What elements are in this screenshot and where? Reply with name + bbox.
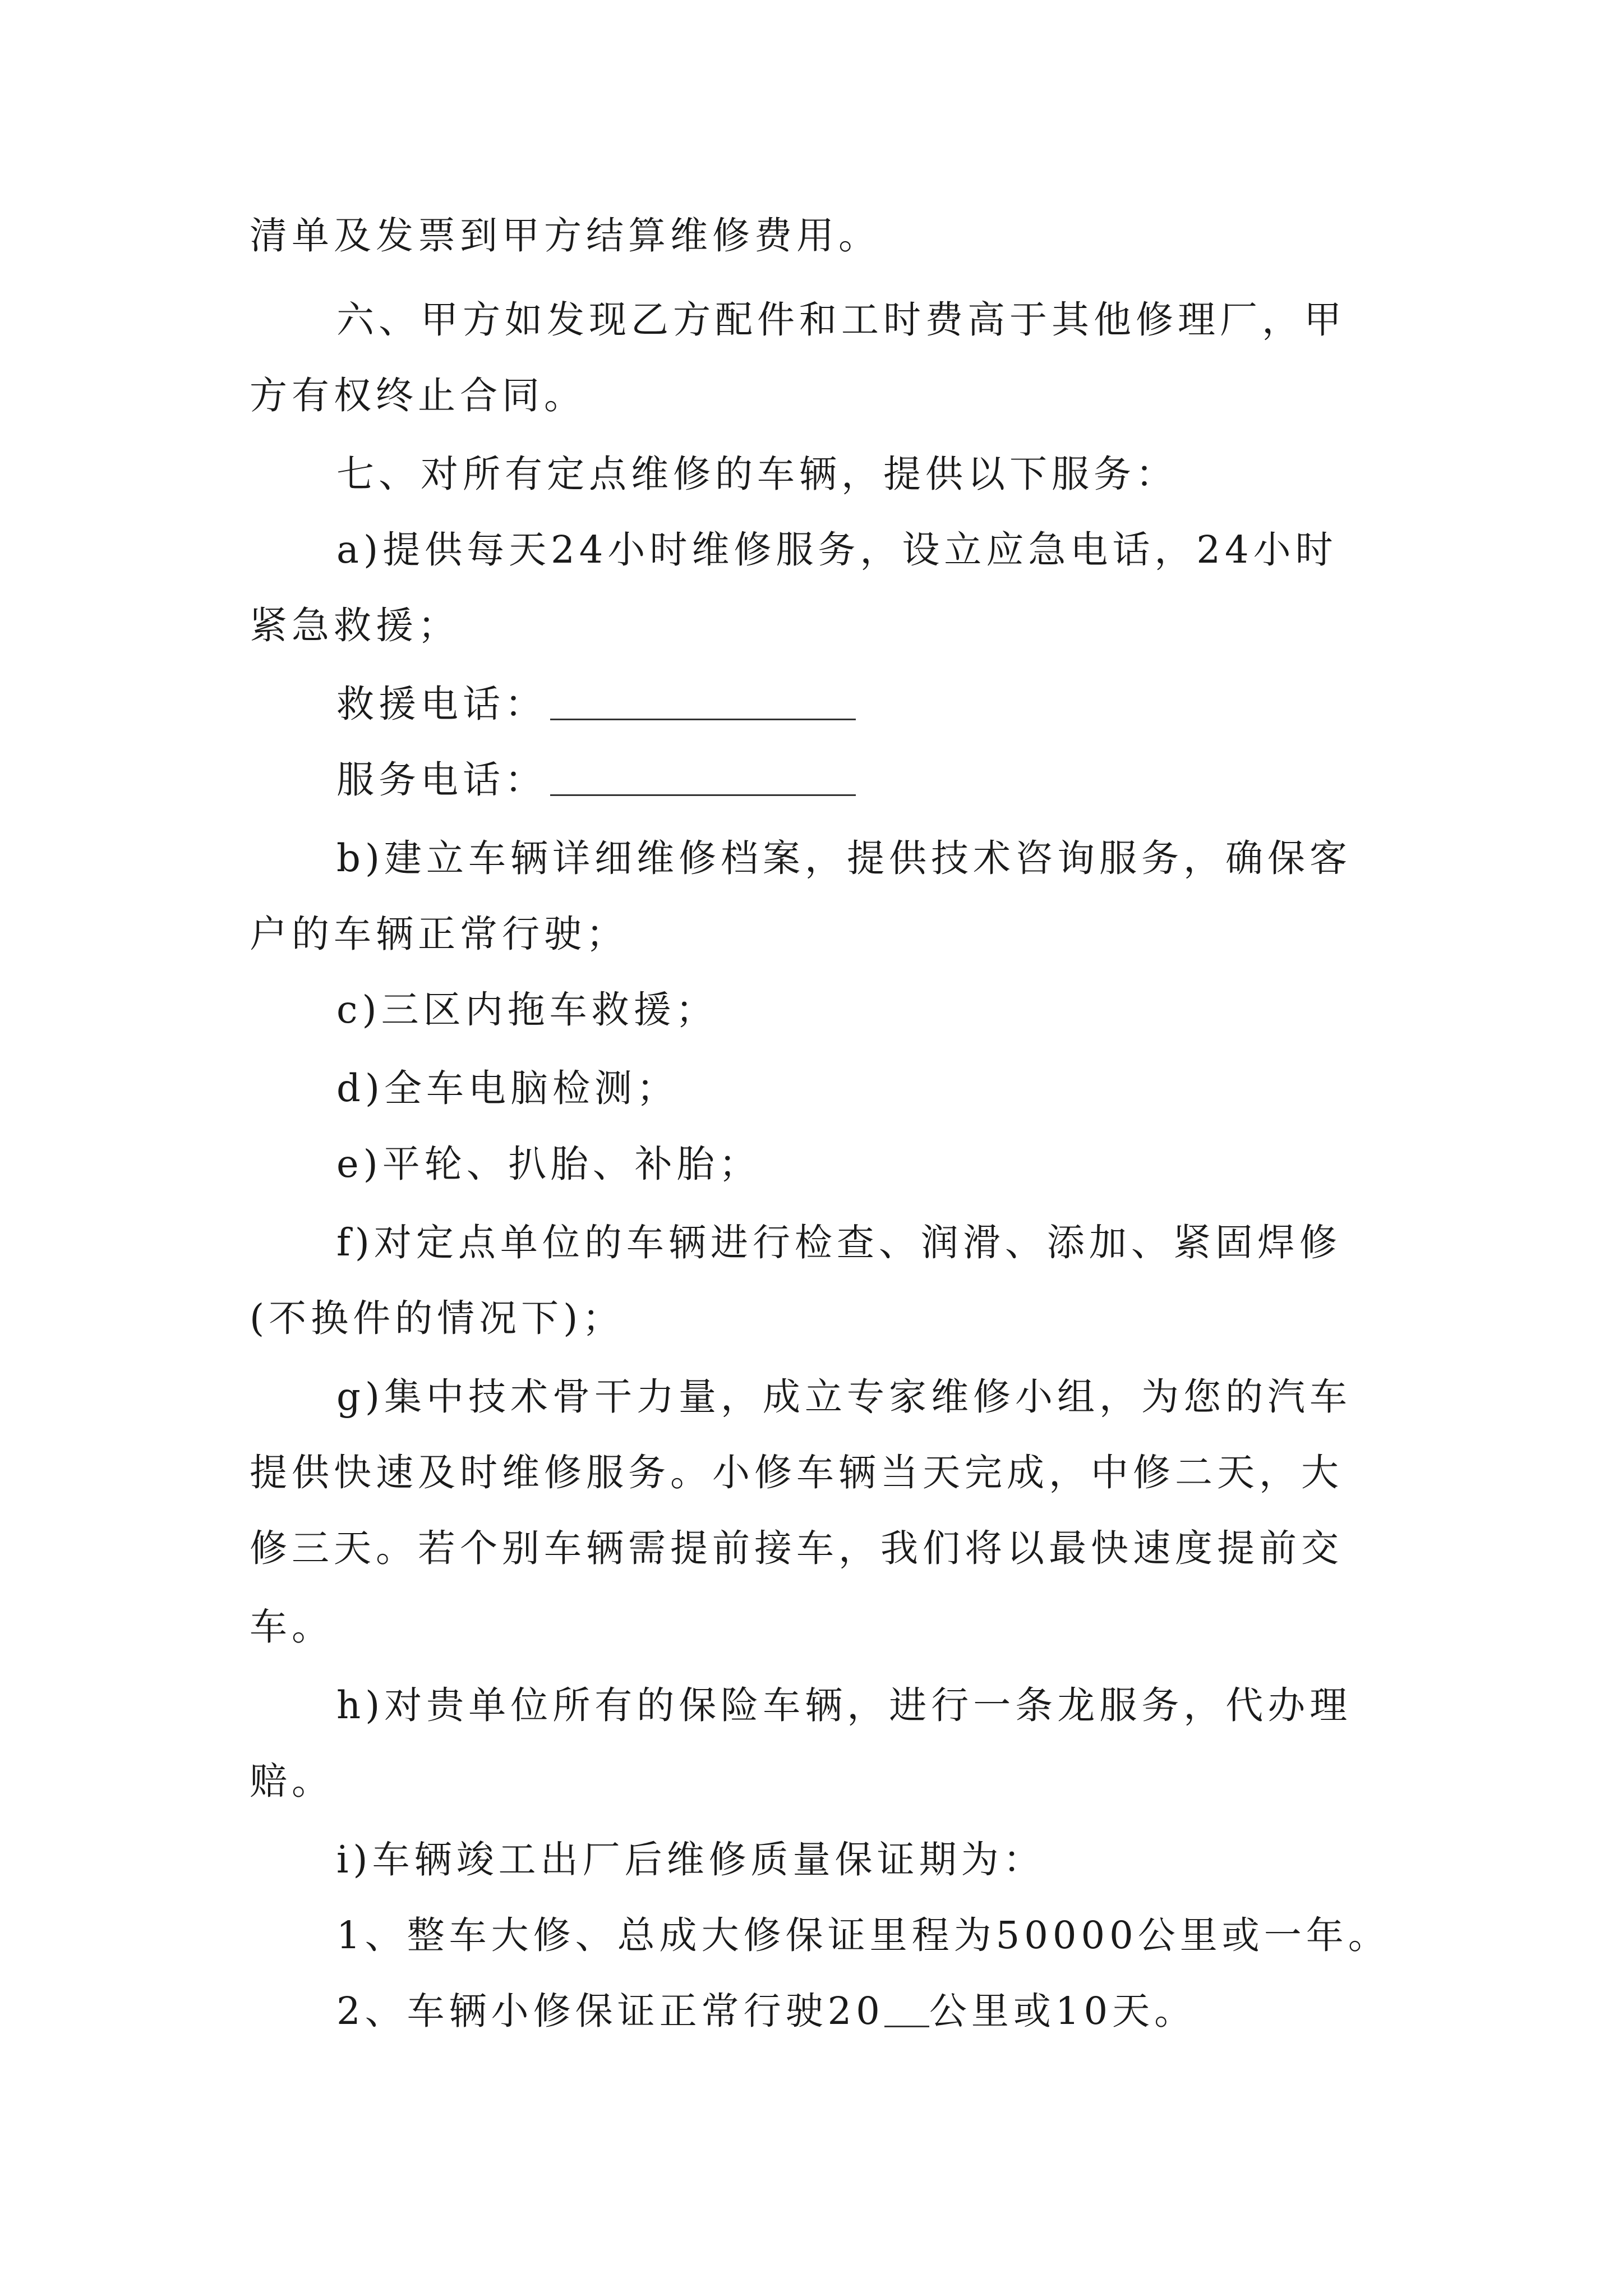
paragraph-line: h)对贵单位所有的保险车辆，进行一条龙服务，代办理 [336,1683,1352,1727]
service-phone-label: 服务电话： [336,758,547,802]
paragraph-line: d)全车电脑检测； [336,1066,679,1110]
paragraph-line: 户的车辆正常行驶； [250,912,628,956]
paragraph-line: 方有权终止合同。 [250,374,586,417]
paragraph-line: 赔。 [250,1759,334,1803]
rescue-phone-line [336,676,856,732]
paragraph-line: f)对定点单位的车辆进行检查、润滑、添加、紧固焊修 [336,1221,1341,1264]
warranty-line-2-prefix: 2、车辆小修保证正常行驶20 [336,1989,884,2033]
paragraph-line: 六、甲方如发现乙方配件和工时费高于其他修理厂，甲 [336,298,1346,342]
warranty-line-2-suffix: 公里或10天。 [929,1989,1197,2033]
service-phone-blank [550,761,856,796]
paragraph-line: 修三天。若个别车辆需提前接车，我们将以最快速度提前交 [250,1526,1343,1570]
rescue-phone-blank [550,685,856,720]
rescue-phone-label: 救援电话： [336,682,547,726]
paragraph-line: a)提供每天24小时维修服务，设立应急电话，24小时 [336,528,1338,572]
paragraph-line: 清单及发票到甲方结算维修费用。 [250,214,880,257]
paragraph-line: 紧急救援； [250,604,460,647]
paragraph-line: c)三区内拖车救援； [336,988,718,1032]
mileage-blank [884,1993,929,2027]
paragraph-line: 七、对所有定点维修的车辆，提供以下服务： [336,452,1178,496]
paragraph-line: g)集中技术骨干力量，成立专家维修小组，为您的汽车 [336,1375,1352,1419]
paragraph-line: b)建立车辆详细维修档案，提供技术咨询服务，确保客 [336,836,1352,880]
warranty-line-2 [336,1983,1196,2039]
paragraph-line: (不换件的情况下)； [250,1296,625,1340]
service-phone-line [336,752,856,808]
paragraph-line: 提供快速及时维修服务。小修车辆当天完成，中修二天，大 [250,1451,1343,1494]
paragraph-line: e)平轮、扒胎、补胎； [336,1142,761,1186]
paragraph-line: 车。 [250,1605,334,1649]
paragraph-line: 1、整车大修、总成大修保证里程为50000公里或一年。 [336,1913,1390,1957]
paragraph-line: i)车辆竣工出厂后维修质量保证期为： [336,1838,1045,1881]
